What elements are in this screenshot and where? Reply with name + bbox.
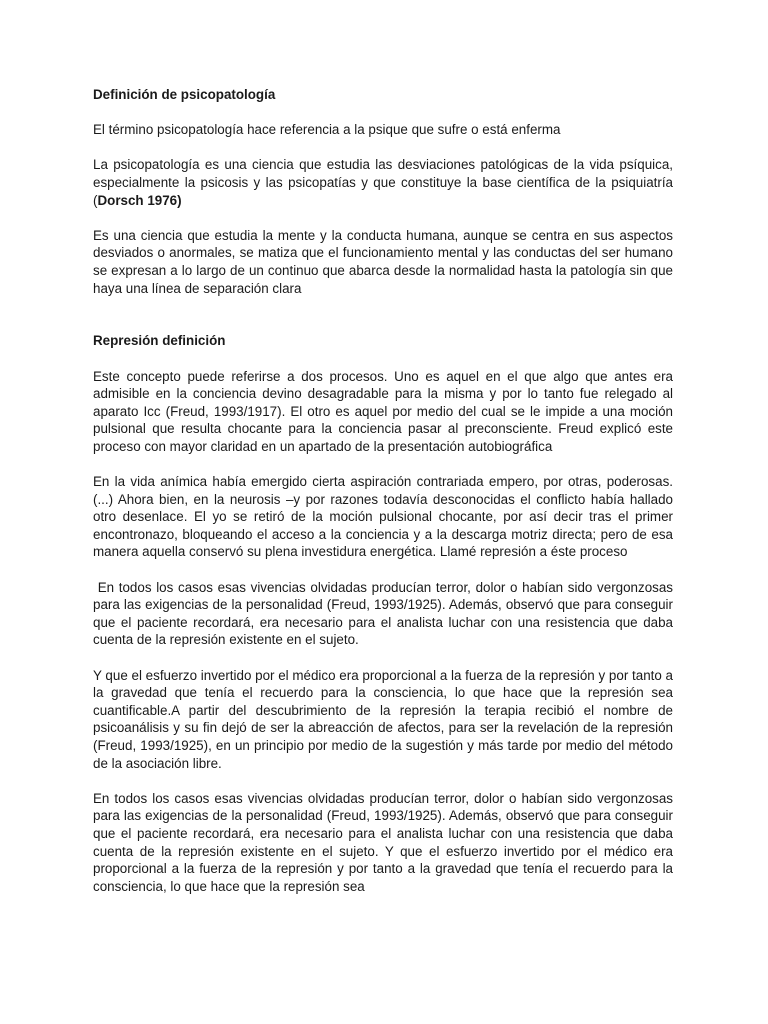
section-heading-psicopatologia: Definición de psicopatología bbox=[93, 87, 276, 102]
document-page bbox=[93, 86, 677, 895]
paragraph-concepto-procesos: Este concepto puede referirse a dos procesos. Uno es aquel en el que algo que antes era admisible en la conciencia devino desagradable para la misma y por lo tanto fue relegado al aparato Icc (Freud, 1993/1917). El otro es aquel por medio del cual se le impide a una moción pulsional que resulta chocante para la conciencia pasar al preconsciente. Freud explicó este proceso con mayor claridad en un apartado de la presentación autobiográfica bbox=[93, 368, 673, 454]
paragraph-vivencias-olvidadas: En todos los casos esas vivencias olvidadas producían terror, dolor o habían sido vergonzosas para las exigencias de la personalidad (Freud, 1993/1925). Además, observó que para conseguir que el paciente recordará, era necesario para el analista luchar con una resistencia que daba cuenta de la represión existente en el sujeto. bbox=[93, 579, 677, 648]
paragraph-termino: El término psicopatología hace referencia a la psique que sufre o está enferma bbox=[93, 122, 561, 138]
paragraph-vivencias-repeticion: En todos los casos esas vivencias olvidadas producían terror, dolor o habían sido vergonzosas para las exigencias de la personalidad (Freud, 1993/1925). Además, observó que para conseguir que el paciente recordará, era necesario para el analista luchar con una resistencia que daba cuenta de la represión existente en el sujeto. Y que el esfuerzo invertido por el médico era proporcional a la fuerza de la represión y por tanto a la gravedad que tenía el recuerdo para la consciencia, lo que hace que la represión sea bbox=[93, 790, 673, 894]
paragraph-mente-conducta: Es una ciencia que estudia la mente y la conducta humana, aunque se centra en sus aspectos desviados o anormales, se matiza que el funcionamiento mental y las conductas del ser humano se expresan a lo largo de un continuo que abarca desde la normalidad hasta la patología sin que haya una línea de separación clara bbox=[93, 227, 673, 296]
section-heading-represion: Represión definición bbox=[93, 333, 226, 349]
paragraph-vida-animica: En la vida anímica había emergido cierta aspiración contrariada empero, por otras, poderosas. (...) Ahora bien, en la neurosis –y por razones todavía desconocidas el conflicto había hallado otro desenlace. El yo se retiró de la moción pulsional chocante, por así decir tras el primer encontronazo, bloqueando el acceso a la conciencia y a la descarga motriz directa; pero de esa manera aquella conservó su plena investidura energética. Llamé represión a éste proceso bbox=[93, 474, 673, 560]
paragraph-ciencia-desviaciones-text: La psicopatología es una ciencia que estudia las desviaciones patológicas de la vida psíquica, especialmente la psicosis y las psicopatías y que constituye la base científica de la psiquiatría ( bbox=[93, 157, 673, 208]
citation-dorsch: Dorsch 1976) bbox=[97, 192, 182, 208]
paragraph-esfuerzo-medico: Y que el esfuerzo invertido por el médico era proporcional a la fuerza de la represión y por tanto a la gravedad que tenía el recuerdo para la consciencia, lo que hace que la represión sea cuantificable.A partir del descubrimiento de la represión la terapia recibió el nombre de psicoanálisis y su fin dejó de ser la abreacción de afectos, para ser la revelación de la represión (Freud, 1993/1925), en un principio por medio de la sugestión y más tarde por medio del método de la asociación libre. bbox=[93, 667, 673, 771]
paragraph-ciencia-desviaciones bbox=[93, 156, 673, 209]
